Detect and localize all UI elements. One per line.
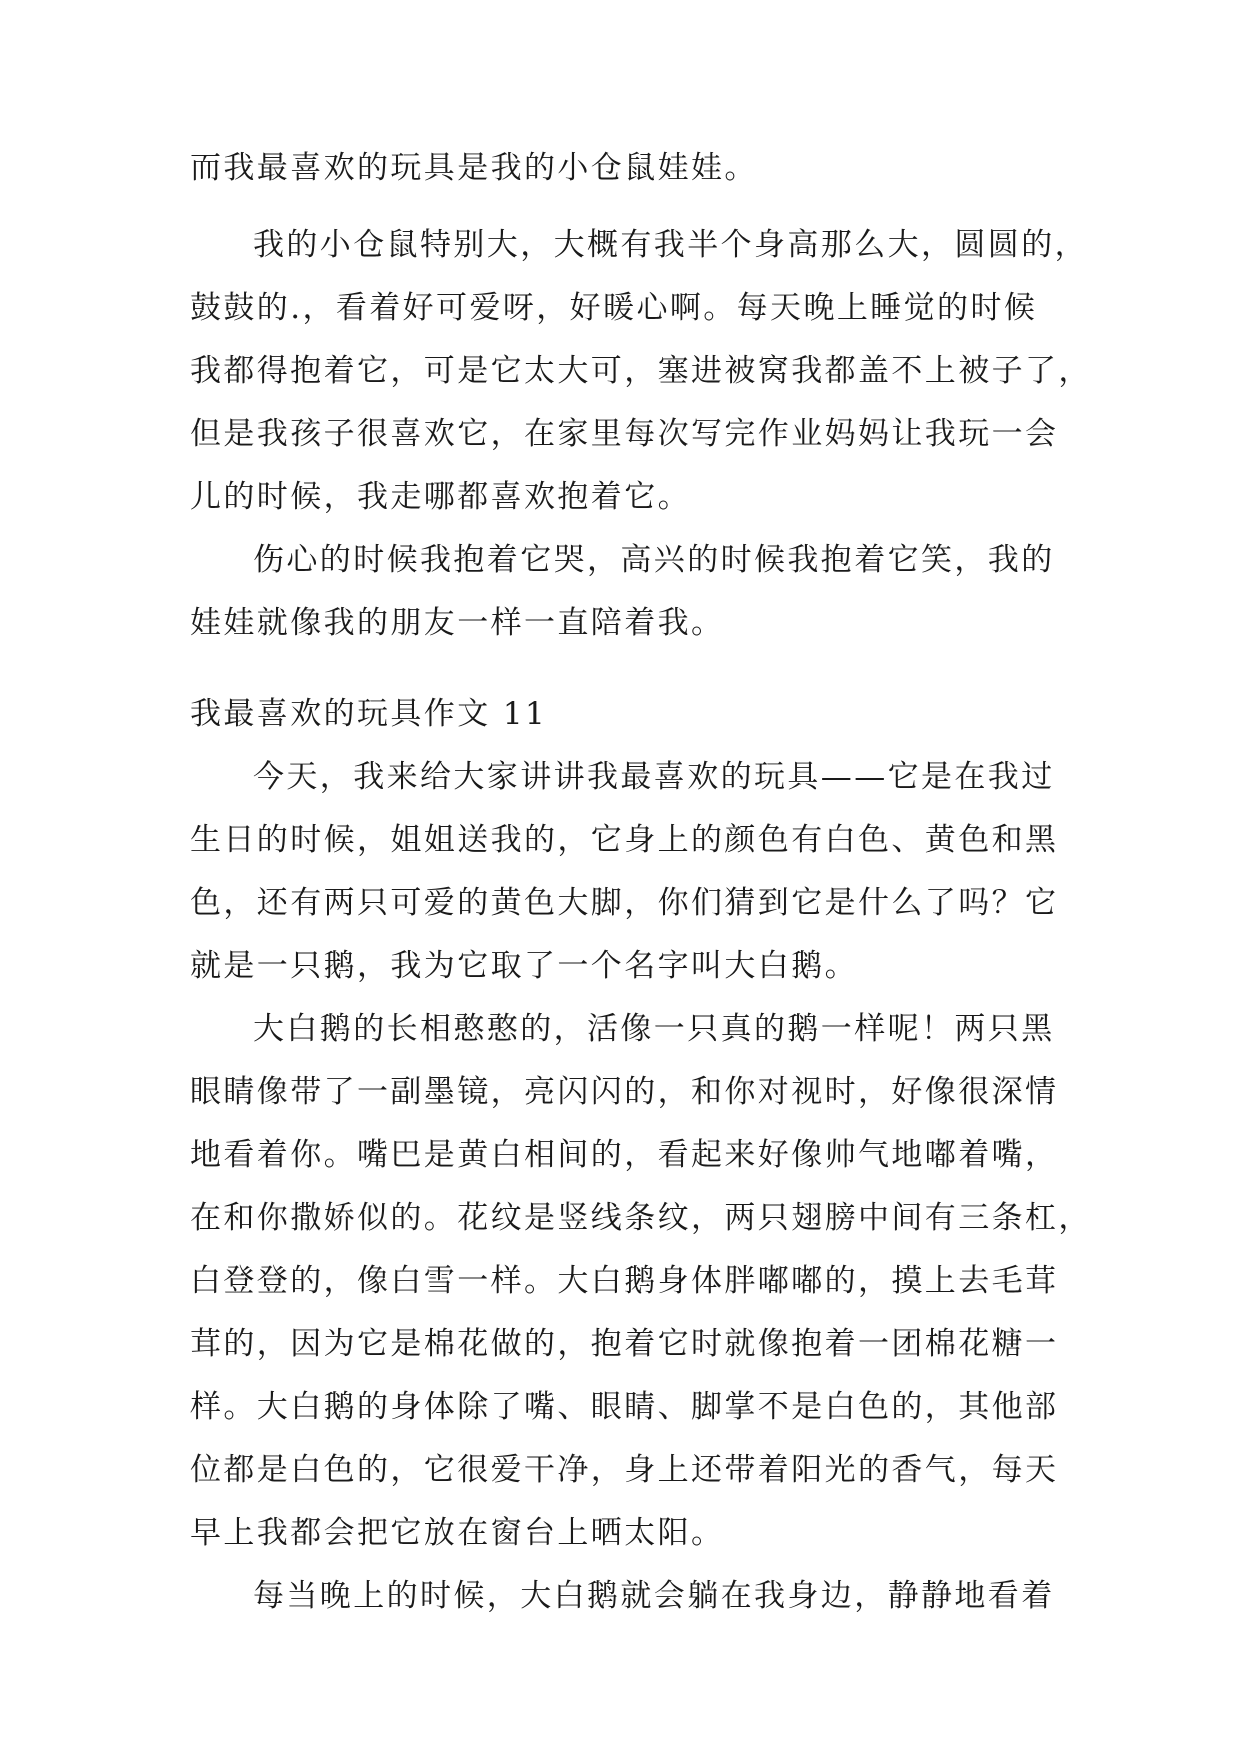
text-line: 伤心的时候我抱着它哭，高兴的时候我抱着它笑，我的 (253, 542, 1055, 578)
section-title: 我最喜欢的玩具作文 11 (190, 696, 548, 732)
text-line: 娃娃就像我的朋友一样一直陪着我。 (190, 605, 725, 641)
text-line: 位都是白色的，它很爱干净，身上还带着阳光的香气，每天 (190, 1452, 1059, 1488)
text-line: 生日的时候，姐姐送我的，它身上的颜色有白色、黄色和黑 (190, 822, 1059, 858)
text-line: 眼睛像带了一副墨镜，亮闪闪的，和你对视时，好像很深情 (190, 1074, 1059, 1110)
text-line: 在和你撒娇似的。花纹是竖线条纹，两只翅膀中间有三条杠， (190, 1200, 1092, 1236)
text-line: 色，还有两只可爱的黄色大脚，你们猜到它是什么了吗？它 (190, 885, 1059, 921)
text-line: 样。大白鹅的身体除了嘴、眼睛、脚掌不是白色的，其他部 (190, 1389, 1059, 1425)
text-line: 早上我都会把它放在窗台上晒太阳。 (190, 1515, 725, 1551)
text-line: 今天，我来给大家讲讲我最喜欢的玩具——它是在我过 (253, 759, 1055, 795)
text-line: 地看着你。嘴巴是黄白相间的，看起来好像帅气地嘟着嘴， (190, 1137, 1059, 1173)
text-line: 白登登的，像白雪一样。大白鹅身体胖嘟嘟的，摸上去毛茸 (190, 1263, 1059, 1299)
text-line: 但是我孩子很喜欢它，在家里每次写完作业妈妈让我玩一会 (190, 416, 1059, 452)
text-line: 而我最喜欢的玩具是我的小仓鼠娃娃。 (190, 150, 758, 186)
text-line: 儿的时候，我走哪都喜欢抱着它。 (190, 479, 691, 515)
text-line: 我都得抱着它，可是它太大可，塞进被窝我都盖不上被子了， (190, 353, 1092, 389)
text-line: 每当晚上的时候，大白鹅就会躺在我身边，静静地看着 (253, 1578, 1055, 1614)
text-line: 鼓鼓的.，看着好可爱呀，好暖心啊。每天晚上睡觉的时候 (190, 290, 1038, 326)
text-line: 大白鹅的长相憨憨的，活像一只真的鹅一样呢！两只黑 (253, 1011, 1055, 1047)
text-line: 我的小仓鼠特别大，大概有我半个身高那么大，圆圆的， (253, 227, 1088, 263)
text-line: 茸的，因为它是棉花做的，抱着它时就像抱着一团棉花糖一 (190, 1326, 1059, 1362)
text-line: 就是一只鹅，我为它取了一个名字叫大白鹅。 (190, 948, 858, 984)
